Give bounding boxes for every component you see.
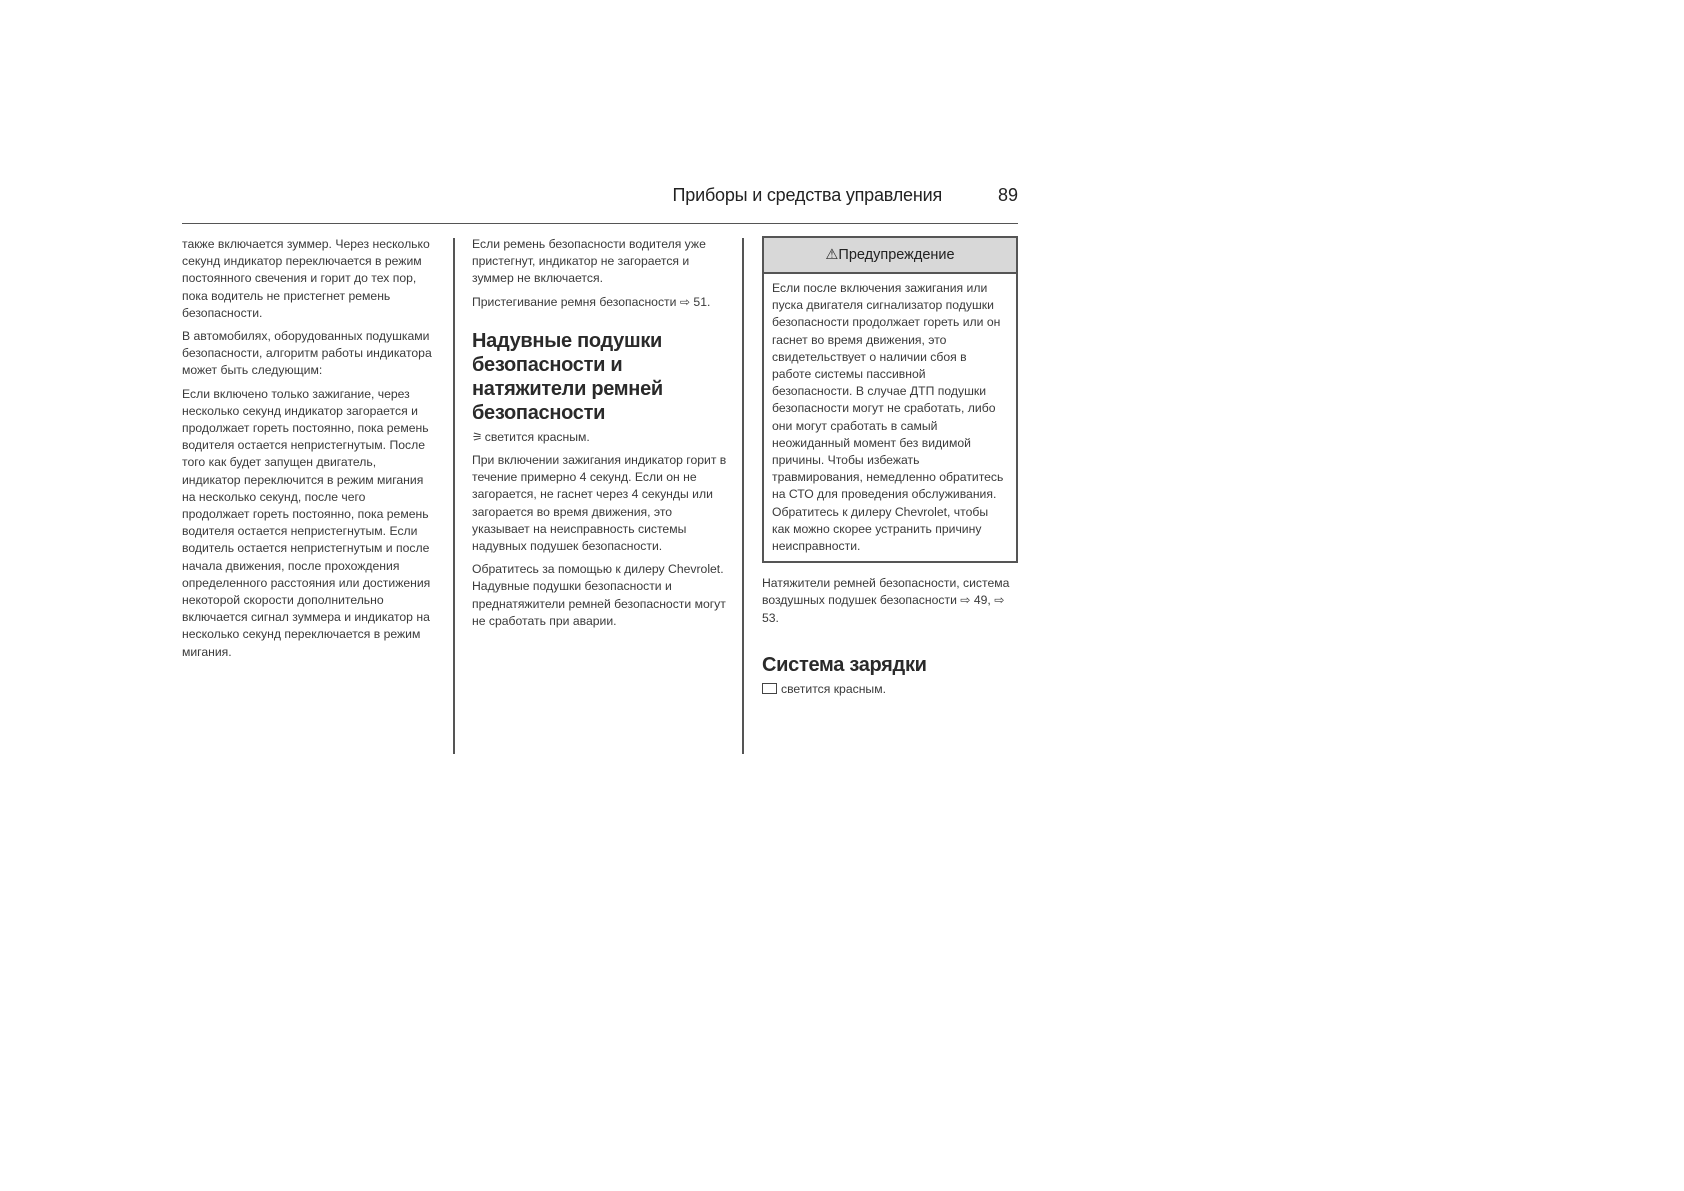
paragraph: Обратитесь за помощью к дилеру Chevrolet. Надувные подушки безопасности и преднатяжители ремней безопасности могут не сработать при аварии. — [472, 562, 726, 628]
paragraph: Если ремень безопасности водителя уже пристегнут, индикатор не загорается и зуммер не включается. — [472, 237, 706, 286]
manual-page — [182, 0, 1018, 1191]
airbag-status: светится красным. — [484, 429, 590, 444]
column-divider — [453, 238, 455, 754]
charging-status-line — [762, 681, 1018, 698]
column-2 — [472, 236, 728, 636]
airbag-section-heading: Надувные подушки безопасности и натяжители ремней безопасности — [472, 329, 663, 424]
page-header — [182, 183, 1018, 224]
paragraph: также включается зуммер. Через несколько секунд индикатор переключается в режим постоянного свечения и горит до тех пор, пока водитель не пристегнет ремень безопасности. — [182, 237, 430, 320]
paragraph: В автомобилях, оборудованных подушками безопасности, алгоритм работы индикатора может быть следующим: — [182, 329, 432, 378]
paragraph: Если включено только зажигание, через несколько секунд индикатор загорается и продолжает гореть постоянно, пока ремень водителя остается непристегнутым. После того как будет запущен двигатель, индикатор переключится в режим мигания на несколько секунд, после чего продолжает гореть постоянно, пока ремень водителя остается непристегнутым. Если водитель остается непристегнутым и после начала движения, после прохождения определенного расстояния или достижения некоторой скорости дополнительно включается сигнал зуммера и индикатор на несколько секунд переключается в режим мигания. — [182, 386, 431, 659]
warning-text: Если после включения зажигания или пуска двигателя сигнализатор подушки безопасности продолжает гореть или он гаснет во время движения, это свидетельствует о наличии сбоя в работе системы пассивной безопасности. В случае ДТП подушки безопасности могут не сработать, либо они могут сработать в самый неожиданный момент без видимой причины. Чтобы избежать травмирования, немедленно обратитесь на СТО для проведения обслуживания. Обратитесь к дилеру Chevrolet, чтобы как можно скорее устранить причину неисправности. — [772, 281, 1004, 554]
column-divider — [742, 238, 744, 754]
airbag-status-line — [472, 429, 728, 446]
charging-section-heading: Система зарядки — [762, 653, 927, 676]
warning-title: ⚠Предупреждение — [764, 238, 1016, 274]
cross-reference: Натяжители ремней безопасности, система воздушных подушек безопасности ⇨ 49, ⇨ 53. — [762, 576, 1010, 625]
cross-reference: Пристегивание ремня безопасности ⇨ 51. — [472, 294, 711, 309]
charging-status: светится красным. — [781, 681, 886, 696]
warning-box — [762, 236, 1018, 563]
battery-icon — [762, 683, 777, 694]
paragraph: При включении зажигания индикатор горит в течение примерно 4 секунд. Если он не загорается, не гаснет через 4 секунды или загорается во время движения, это указывает на неисправность системы надувных подушек безопасности. — [472, 453, 727, 554]
column-1 — [182, 236, 434, 667]
page-number: 89 — [997, 185, 1018, 205]
column-3 — [762, 236, 1018, 704]
airbag-icon: ⚞ — [472, 429, 483, 444]
section-title: Приборы и средства управления — [672, 185, 942, 205]
